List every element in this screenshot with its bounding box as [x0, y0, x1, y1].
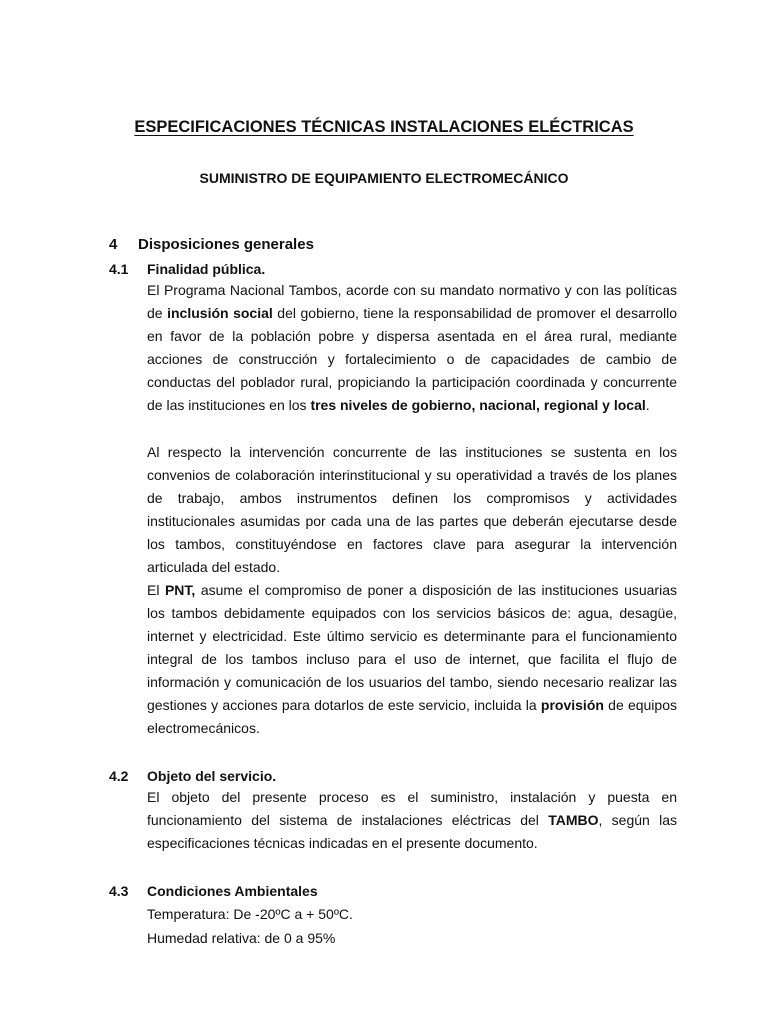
section-4-2-heading: [109, 768, 276, 784]
section-4-heading: [109, 236, 314, 253]
temperature-line: Temperatura: De -20ºC a + 50ºC.: [147, 906, 353, 922]
document-subtitle: SUMINISTRO DE EQUIPAMIENTO ELECTROMECÁNICO: [199, 170, 569, 186]
section-4-1-paragraph-1: El Programa Nacional Tambos, acorde con su mandato normativo y con las políticas de inclusión social del gobierno, tiene la responsabilidad de promover el desarrollo en favor de la población pobre y dispersa asentada en el área rural, mediante acciones de construcción y fortalecimiento o de capacidades de cambio de conductas del poblador rural, propiciando la participación coordinada y concurrente de las instituciones en los tres niveles de gobierno, nacional, regional y local.: [147, 282, 678, 413]
section-4-3-number: 4.3: [109, 883, 129, 899]
section-4-1-number: 4.1: [109, 261, 129, 277]
section-4-2-number: 4.2: [109, 768, 129, 784]
section-4-2-title: Objeto del servicio.: [147, 768, 277, 784]
section-4-1-heading: [109, 261, 265, 277]
section-4-title: Disposiciones generales: [138, 236, 314, 253]
humidity-line: Humedad relativa: de 0 a 95%: [147, 930, 336, 946]
document-title: ESPECIFICACIONES TÉCNICAS INSTALACIONES ELÉCTRICAS: [134, 118, 634, 136]
section-4-1-paragraph-2: Al respecto la intervención concurrente de las instituciones se sustenta en los convenios de colaboración interinstitucional y su operatividad a través de los planes de trabajo, ambos instrumentos definen los compromisos y actividades institucionales asumidas por cada una de las partes que deberán ejecutarse desde los tambos, constituyéndose en factores clave para asegurar la intervención articulada del estado.: [147, 444, 677, 575]
section-4-3-title: Condiciones Ambientales: [147, 883, 318, 899]
section-4-2-paragraph-1: El objeto del presente proceso es el suministro, instalación y puesta en funcionamiento del sistema de instalaciones eléctricas del TAMBO, según las especificaciones técnicas indicadas en el presente documento.: [147, 789, 678, 851]
emphasis-provision: provisión: [540, 697, 604, 713]
emphasis-inclusion-social: inclusión social: [167, 305, 273, 321]
emphasis-pnt: PNT,: [164, 582, 196, 598]
section-4-1-paragraph-3: El PNT, asume el compromiso de poner a disposición de las instituciones usuarias los tambos debidamente equipados con los servicios básicos de: agua, desagüe, internet y electricidad. Este último servicio es determinante para el funcionamiento integral de los tambos incluso para el uso de internet, que facilita el flujo de información y comunicación de los usuarios del tambo, siendo necesario realizar las gestiones y acciones para dotarlos de este servicio, incluida la provisión de equipos electromecánicos.: [147, 582, 677, 736]
section-4-number: 4: [109, 236, 118, 253]
section-4-1-title: Finalidad pública.: [147, 261, 266, 277]
emphasis-tambo: TAMBO: [548, 812, 599, 828]
section-4-3-heading: [109, 883, 318, 899]
emphasis-tres-niveles: tres niveles de gobierno, nacional, regional y local: [310, 397, 646, 413]
